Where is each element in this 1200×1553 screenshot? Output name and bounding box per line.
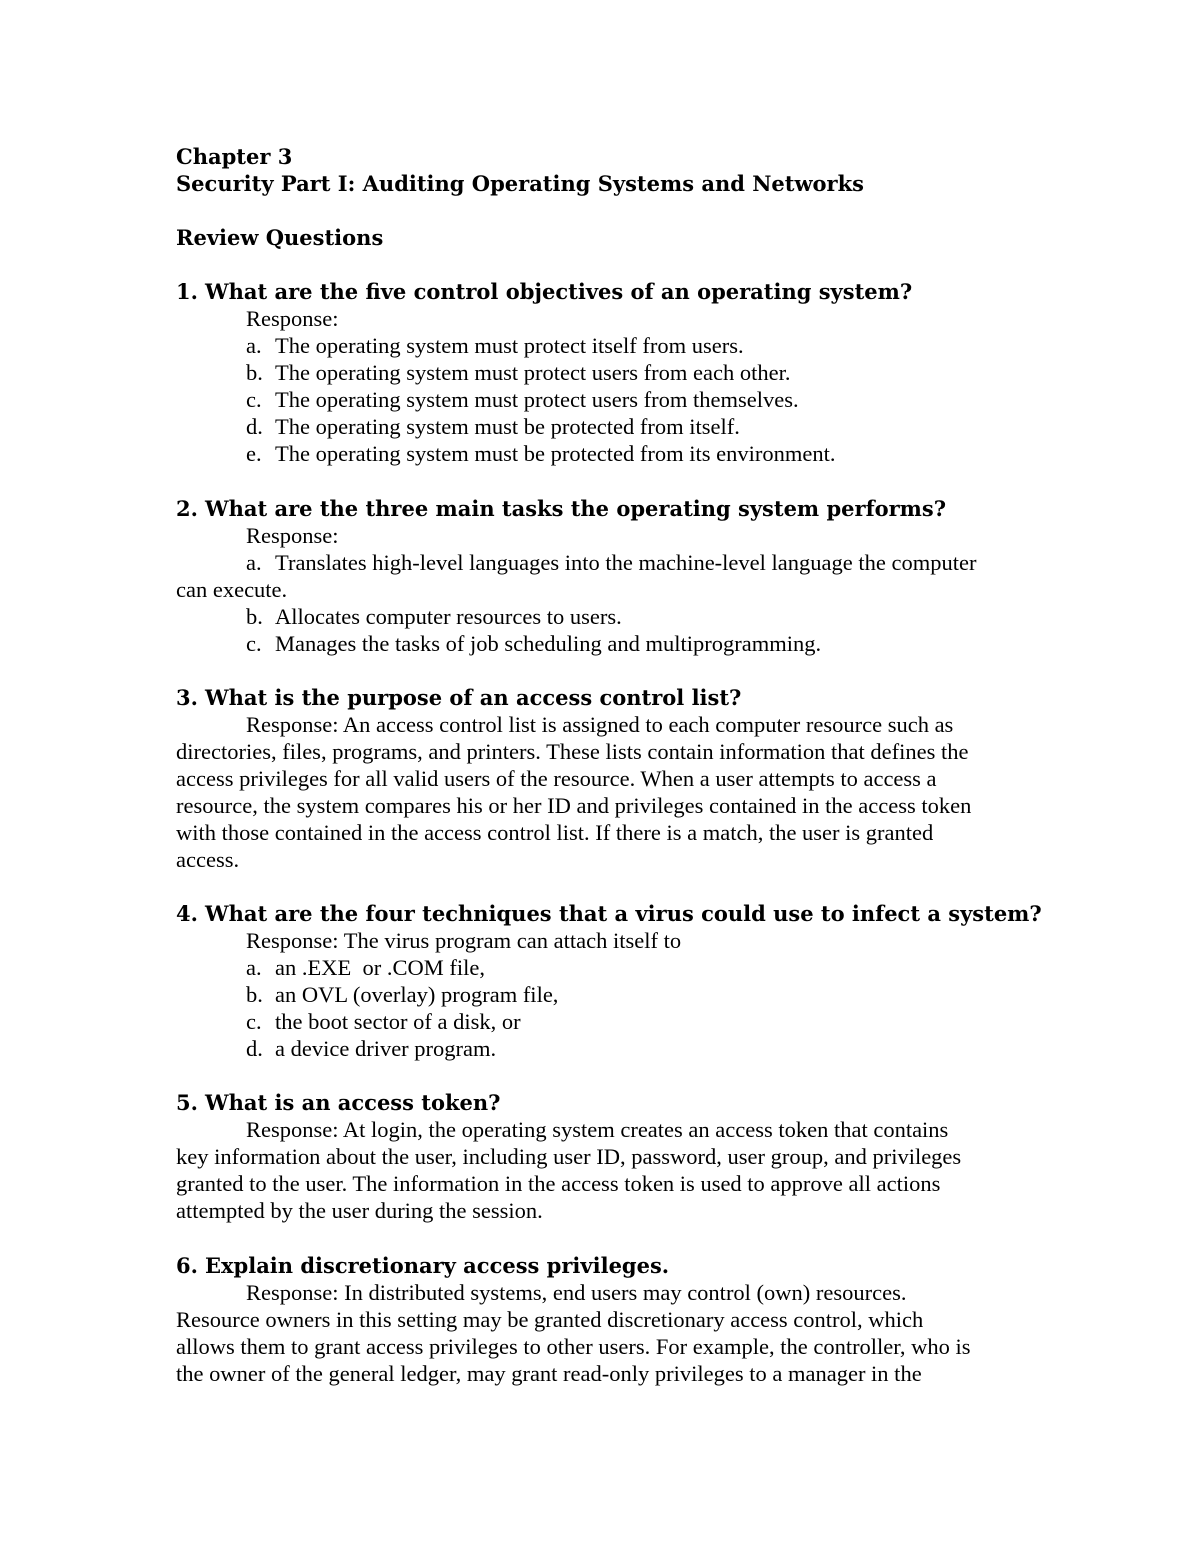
response-line: granted to the user. The information in the access token is used to approve all actions <box>176 1171 941 1196</box>
list-item <box>246 1008 521 1035</box>
item-label: e. <box>246 441 262 466</box>
list-item <box>246 549 976 576</box>
response-line: Response: An access control list is assigned to each computer resource such as <box>246 712 954 737</box>
list-item <box>246 440 836 467</box>
item-label: a. <box>246 333 262 358</box>
question-number: 1. <box>176 279 198 304</box>
question-text: What is an access token? <box>205 1090 501 1115</box>
response-line: resource, the system compares his or her ID and privileges contained in the access token <box>176 793 972 818</box>
response-line: access privileges for all valid users of the resource. When a user attempts to access a <box>176 766 937 791</box>
question-number: 4. <box>176 901 198 926</box>
question-number: 2. <box>176 496 198 521</box>
response-line: directories, files, programs, and printers. These lists contain information that defines the <box>176 739 969 764</box>
item-label: a. <box>246 550 262 575</box>
item-label: c. <box>246 1009 262 1034</box>
question-1 <box>176 278 912 305</box>
response-line: Resource owners in this setting may be granted discretionary access control, which <box>176 1307 924 1332</box>
response-label: Response: <box>246 306 339 331</box>
question-2 <box>176 495 946 522</box>
question-number: 3. <box>176 685 198 710</box>
question-6 <box>176 1252 669 1279</box>
list-item <box>246 981 558 1008</box>
response-line: the owner of the general ledger, may grant read-only privileges to a manager in the <box>176 1361 922 1386</box>
item-label: d. <box>246 1036 263 1061</box>
item-text: The operating system must be protected from itself. <box>275 414 740 439</box>
response-line: access. <box>176 847 240 872</box>
item-label: b. <box>246 982 263 1007</box>
item-label: b. <box>246 360 263 385</box>
response-line: attempted by the user during the session. <box>176 1198 543 1223</box>
item-text: The operating system must protect users from each other. <box>275 360 791 385</box>
list-item <box>246 630 821 657</box>
list-item <box>246 603 622 630</box>
chapter-label: Chapter 3 <box>176 144 293 169</box>
list-item <box>246 954 485 981</box>
list-item <box>246 1035 496 1062</box>
chapter-title: Security Part I: Auditing Operating Systems and Networks <box>176 171 864 196</box>
section-heading: Review Questions <box>176 225 384 250</box>
item-text: an OVL (overlay) program file, <box>275 982 559 1007</box>
item-label: c. <box>246 387 262 412</box>
question-4 <box>176 900 1042 927</box>
item-text: The operating system must protect itself from users. <box>275 333 744 358</box>
item-text: a device driver program. <box>275 1036 497 1061</box>
item-text: an .EXE or .COM file, <box>275 955 485 980</box>
question-3 <box>176 684 741 711</box>
list-item <box>246 332 744 359</box>
response-label: Response: <box>246 523 339 548</box>
item-text: The operating system must be protected from its environment. <box>275 441 836 466</box>
question-text: What are the four techniques that a virus could use to infect a system? <box>205 901 1042 926</box>
question-text: What are the three main tasks the operating system performs? <box>205 496 947 521</box>
item-label: a. <box>246 955 262 980</box>
question-text: Explain discretionary access privileges. <box>205 1253 670 1278</box>
question-text: What is the purpose of an access control list? <box>205 685 742 710</box>
item-text: Translates high-level languages into the machine-level language the computer <box>275 550 977 575</box>
response-line: Response: The virus program can attach itself to <box>246 928 682 953</box>
response-line: Response: In distributed systems, end users may control (own) resources. <box>246 1280 907 1305</box>
item-label: d. <box>246 414 263 439</box>
question-number: 6. <box>176 1253 198 1278</box>
item-text: Manages the tasks of job scheduling and multiprogramming. <box>275 631 822 656</box>
item-text: The operating system must protect users from themselves. <box>275 387 799 412</box>
question-number: 5. <box>176 1090 198 1115</box>
item-label: c. <box>246 631 262 656</box>
question-text: What are the five control objectives of an operating system? <box>205 279 913 304</box>
item-text: Allocates computer resources to users. <box>275 604 622 629</box>
item-text-continued: can execute. <box>176 577 288 602</box>
response-line: Response: At login, the operating system creates an access token that contains <box>246 1117 949 1142</box>
response-line: allows them to grant access privileges to other users. For example, the controller, who is <box>176 1334 971 1359</box>
item-label: b. <box>246 604 263 629</box>
response-line: key information about the user, including user ID, password, user group, and privileges <box>176 1144 962 1169</box>
list-item <box>246 359 790 386</box>
question-5 <box>176 1089 500 1116</box>
list-item <box>246 386 799 413</box>
response-line: with those contained in the access control list. If there is a match, the user is granted <box>176 820 934 845</box>
item-text: the boot sector of a disk, or <box>275 1009 521 1034</box>
list-item <box>246 413 740 440</box>
